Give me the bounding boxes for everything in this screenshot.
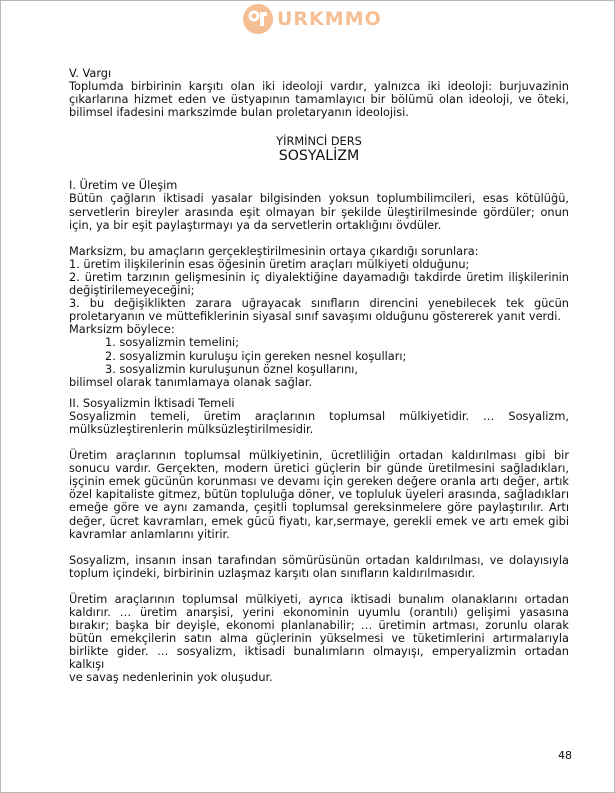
watermark-text: URKMMO: [277, 8, 382, 30]
page-number: 48: [558, 749, 572, 762]
paragraph-line: özel kapitaliste gitmez, bütün topluluğa döner, ve topluluk üyeleri arasında, sağladıkları: [69, 487, 569, 502]
watermark-logo: [241, 2, 382, 36]
section-heading: I. Üretim ve Üleşim: [69, 178, 178, 193]
paragraph-line: Toplumda birbirinin karşıtı olan iki ideoloji vardır, yalnızca iki ideoloji: burjuvazinin: [69, 79, 569, 94]
paragraph-line: bilimsel olarak tanımlamaya olanak sağlar.: [69, 374, 313, 389]
paragraph-line: Sosyalizmin temeli, üretim araçlarının toplumsal mülkiyetidir. … Sosyalizm,: [69, 408, 569, 423]
sublist-item: 3. sosyalizmin kuruluşunun öznel koşullarını,: [105, 361, 359, 376]
list-item: proletaryanın ve müttefiklerinin siyasal sınıf savaşımı olduğunu göstererek yanıt verdi.: [69, 309, 561, 324]
list-item: 3. bu değişiklikten zarara uğrayacak sınıfların direncini yenebilecek tek gücün: [69, 296, 569, 311]
lesson-label: YİRMİNCİ DERS: [276, 134, 362, 149]
paragraph-line: birlikte gider. … sosyalizm, iktisadi bunalımların olmayışı, emperyalizmin ortadan kalkışı: [69, 644, 569, 672]
section-v: [69, 67, 569, 119]
paragraph-line: bırakır; başka bir deyişle, ekonomi planlanabilir; … üretimin artması, zorunlu olarak: [69, 618, 569, 633]
section-heading: II. Sosyalizmin İktisadi Temeli: [69, 395, 235, 410]
lesson-title: SOSYALİZM: [278, 148, 360, 165]
logo-mark-icon: [241, 2, 275, 36]
paragraph-line: servetlerin bireyler arasında eşit olmayan bir şekilde üleştirilmesinde gördüler; onun: [69, 204, 569, 219]
page-content: [69, 67, 569, 685]
paragraph-line: bütün emekçilerin satın alma güçlerinin yükselmesi ve tüketimlerini artırmalarıyla: [69, 631, 569, 646]
sublist-item: 1. sosyalizmin temelini;: [105, 335, 240, 350]
paragraph-line: Üretim araçlarının toplumsal mülkiyetinin, ücretliliğin ortadan kaldırılması gibi bir: [69, 448, 569, 463]
paragraph-line: toplum içindeki, birbirinin uzlaşmaz karşıtı olan sınıfların kaldırılmasıdır.: [69, 565, 476, 580]
paragraph-line: işçinin emek gücünün korunması ve devamı için gereken değere oranla artı değer, artık: [69, 474, 569, 489]
paragraph-line: kavramlar anlamlarını yitirir.: [69, 526, 230, 541]
paragraph-line: Bütün çağların iktisadi yasalar bilgisinden yoksun toplumbilimcileri, esas kötülüğü,: [69, 191, 569, 206]
section-heading: V. Vargı: [69, 66, 112, 80]
paragraph-line: emeğe göre ve aynı zamanda, çeşitli toplumsal gereksinmelere göre paylaştırılır. Artı: [69, 500, 569, 515]
list-item: 1. üretim ilişkilerinin esas öğesinin üretim araçları mülkiyeti olduğunu;: [69, 256, 470, 271]
paragraph-line: bilimsel ifadesini markszimde bulan proletaryanın ideolojisi.: [69, 105, 409, 120]
paragraph-line: Sosyalizm, insanın insan tarafından sömürüsünün ortadan kaldırılması, ve dolayısıyla: [69, 552, 569, 567]
paragraph-line: mülksüzleştirenlerin mülksüzleştirilmesidir.: [69, 421, 314, 436]
paragraph-line: çıkarlarına hizmet eden ve üstyapının tamamlayıcı bir bölümü olan ideoloji, ve öteki,: [69, 92, 569, 107]
paragraph-line: sonucu vardır. Gerçekten, modern üretici güçlerin bir günde üretilmesini sağladıkları,: [69, 461, 569, 476]
paragraph-line: için, ya bir eşit paylaştırmayı ya da servetlerin ortaklığını övdüler.: [69, 217, 442, 232]
sublist-item: 2. sosyalizmin kuruluşu için gereken nesnel koşulları;: [105, 348, 407, 363]
list-item: değiştirilemeyeceğini;: [69, 283, 195, 298]
section-i: [69, 179, 569, 388]
section-ii: [69, 397, 569, 685]
list-item: Marksizm böylece:: [69, 322, 175, 337]
paragraph-line: değer, ücret kavramları, emek gücü fiyatı, kar,sermaye, gerekli emek ve artı emek gibi: [69, 513, 569, 528]
list-item: 2. üretim tarzının gelişmesinin iç diyalektiğine dayamadığı takdirde üretim ilişkilerinin: [69, 269, 569, 284]
paragraph-line: ve savaş nedenlerinin yok oluşudur.: [69, 670, 273, 685]
paragraph-line: Marksizm, bu amaçların gerçekleştirilmesinin ortaya çıkardığı sorunlara:: [69, 243, 479, 258]
paragraph-line: Üretim araçlarının toplumsal mülkiyeti, ayrıca iktisadi bunalım olanaklarını ortadan: [69, 591, 569, 606]
paragraph-line: kaldırır. … üretim anarşisi, yerini ekonominin uyumlu (orantılı) gelişimi yasasına: [69, 605, 569, 619]
